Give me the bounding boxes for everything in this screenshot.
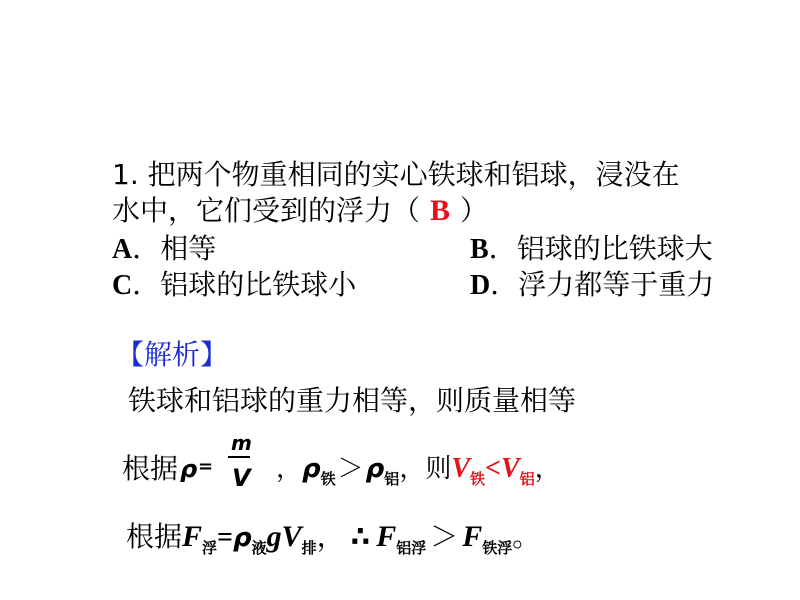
option-c — [112, 268, 356, 303]
analysis-line-2-body — [276, 452, 561, 496]
f-iron: F — [462, 520, 483, 553]
f-buoyant: F — [182, 520, 203, 553]
therefore-symbol: ∴ — [350, 520, 371, 553]
option-a-sep: ． — [132, 232, 161, 265]
end-comma: ， — [534, 454, 561, 484]
g-symbol: g — [266, 520, 282, 553]
greater-than-2: ＞ — [430, 520, 459, 553]
option-b-key: B — [470, 234, 489, 265]
option-b-text: 铝球的比铁球大 — [516, 232, 713, 265]
option-b-sep: ． — [488, 232, 517, 265]
v-displaced-sub: 排 — [301, 539, 317, 557]
f-al: F — [376, 520, 397, 553]
fraction-m-over-v — [228, 432, 252, 496]
v-al: V — [501, 453, 520, 484]
rho-al-sub: 铝 — [384, 470, 400, 488]
equals-sign-2: = — [217, 522, 234, 553]
fraction-numerator: m — [231, 431, 252, 455]
option-d — [470, 268, 714, 303]
v-iron-sub: 铁 — [470, 470, 486, 488]
option-a-text: 相等 — [160, 232, 217, 265]
v-displaced: V — [281, 520, 302, 553]
question-line-2 — [112, 194, 488, 228]
option-d-key: D — [470, 270, 491, 301]
analysis-line-1: 铁球和铝球的重力相等，则质量相等 — [128, 384, 577, 417]
fraction-bar — [228, 456, 250, 458]
analysis-title: 【解析】 — [116, 338, 229, 371]
option-d-sep: ． — [490, 268, 519, 301]
answer-label: B — [430, 194, 451, 227]
v-iron: V — [451, 453, 471, 484]
question-text-3: ） — [460, 194, 489, 227]
fraction-denominator: V — [232, 464, 251, 492]
analysis-line-2-prefix: 根据 — [122, 452, 179, 485]
v-al-sub: 铝 — [519, 470, 535, 488]
comma-3: ， — [316, 520, 345, 553]
rho-iron-sub: 铁 — [320, 470, 336, 488]
option-c-key: C — [112, 270, 133, 301]
option-b — [470, 232, 713, 267]
rho-liquid-sub: 液 — [251, 539, 267, 557]
option-c-text: 铝球的比铁球小 — [160, 268, 357, 301]
equals-sign: = — [198, 456, 214, 477]
question-line-1 — [112, 158, 680, 192]
rho-al: ρ — [365, 454, 385, 484]
then-text: ，则 — [399, 454, 452, 484]
end-period: 。 — [512, 520, 541, 553]
question-text-2: 水中，它们受到的浮力（ — [112, 194, 421, 227]
rho-liquid: ρ — [233, 523, 252, 553]
comma-1: ， — [276, 454, 303, 484]
option-a-key: A — [112, 234, 133, 265]
less-than: < — [485, 453, 501, 484]
greater-than-1: ＞ — [337, 454, 364, 484]
analysis-line-3-prefix: 根据 — [126, 520, 183, 553]
option-a — [112, 232, 216, 267]
option-c-sep: ． — [132, 268, 161, 301]
rho-iron: ρ — [302, 454, 321, 484]
analysis-line-3 — [126, 520, 540, 565]
density-symbol: ρ — [180, 455, 198, 483]
option-d-text: 浮力都等于重力 — [518, 268, 715, 301]
f-al-sub: 铝浮 — [396, 539, 427, 557]
question-text-1: 1. 把两个物重相同的实心铁球和铝球，浸没在 — [112, 158, 680, 191]
f-iron-sub: 铁浮 — [482, 539, 513, 557]
f-buoyant-sub: 浮 — [202, 539, 218, 557]
